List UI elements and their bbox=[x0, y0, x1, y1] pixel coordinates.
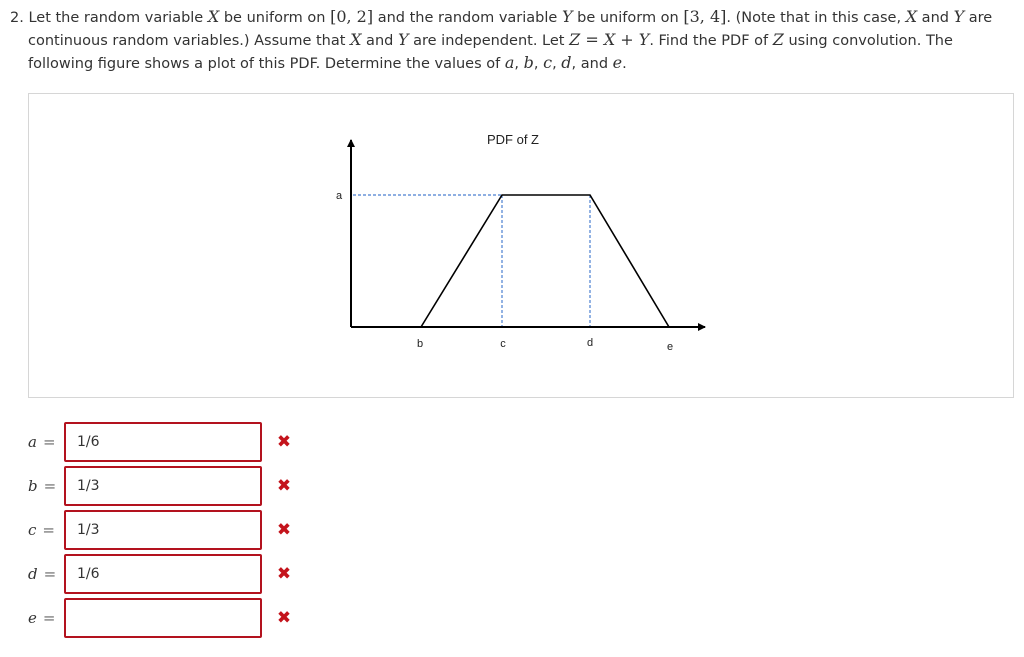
question-text-segment: . bbox=[622, 56, 627, 72]
pdf-curve bbox=[421, 195, 669, 327]
question-text-segment: be uniform on bbox=[219, 10, 331, 26]
question-text-segment: . (Note that in this case, bbox=[726, 10, 906, 26]
question-text-segment: 2. Let the random variable bbox=[10, 10, 208, 26]
answer-row-a bbox=[0, 422, 320, 466]
math-variable: Z bbox=[569, 30, 581, 49]
math-variable: Y bbox=[638, 30, 650, 49]
math-variable: Z bbox=[772, 30, 784, 49]
answer-row-d bbox=[0, 554, 320, 598]
question-text-segment: and the random variable bbox=[373, 10, 562, 26]
question-text-segment: are independent. Let bbox=[408, 33, 570, 49]
question-text-segment: and bbox=[917, 10, 954, 26]
question-text-segment: using convolution. The bbox=[783, 33, 953, 49]
answer-label-b: b = bbox=[28, 477, 57, 495]
math-variable: X bbox=[350, 30, 362, 49]
math-variable: Y bbox=[561, 7, 573, 26]
answer-var-e: e bbox=[28, 609, 37, 627]
math-expression: [3, 4] bbox=[683, 7, 727, 26]
x-label-d: d bbox=[586, 337, 594, 349]
answer-label-c: c = bbox=[28, 521, 55, 539]
question-text-segment: be uniform on bbox=[572, 10, 684, 26]
answer-input-e[interactable] bbox=[64, 598, 262, 638]
math-variable: c bbox=[543, 53, 553, 72]
x-label-b: b bbox=[416, 338, 424, 350]
answer-input-d[interactable] bbox=[64, 554, 262, 594]
question-text-segment: are bbox=[964, 10, 993, 26]
incorrect-icon: ✖ bbox=[276, 476, 292, 496]
question-text-segment: , and bbox=[571, 56, 613, 72]
answer-row-e bbox=[0, 598, 320, 642]
incorrect-icon: ✖ bbox=[276, 520, 292, 540]
incorrect-icon: ✖ bbox=[276, 564, 292, 584]
answer-var-c: c bbox=[28, 521, 37, 539]
y-label-a: a bbox=[335, 190, 343, 202]
math-variable: d bbox=[561, 53, 572, 72]
question-text-segment: , bbox=[552, 56, 562, 72]
answer-input-b[interactable] bbox=[64, 466, 262, 506]
question-text-segment: , bbox=[533, 56, 544, 72]
answer-label-e: e = bbox=[28, 609, 56, 627]
math-variable: X bbox=[603, 30, 616, 49]
plot-title: PDF of Z bbox=[486, 132, 540, 147]
incorrect-icon: ✖ bbox=[276, 608, 292, 628]
question-text-segment: continuous random variables.) Assume that bbox=[28, 33, 351, 49]
question-text bbox=[10, 6, 1010, 75]
answer-var-d: d bbox=[28, 565, 38, 583]
x-label-c: c bbox=[500, 338, 506, 350]
math-variable: Y bbox=[953, 7, 965, 26]
answer-label-d: d = bbox=[28, 565, 57, 583]
question-line-1 bbox=[10, 6, 1010, 29]
pdf-plot bbox=[29, 94, 1015, 399]
math-expression: = bbox=[580, 30, 604, 49]
answer-input-a[interactable] bbox=[64, 422, 262, 462]
question-text-segment: . Find the PDF of bbox=[649, 33, 773, 49]
question-text-segment: following figure shows a plot of this PDF. Determine the values of bbox=[28, 56, 505, 72]
question-line-2 bbox=[10, 29, 1010, 52]
x-label-e: e bbox=[666, 341, 674, 353]
pdf-figure bbox=[28, 93, 1014, 398]
math-expression: + bbox=[615, 30, 639, 49]
answer-label-a: a = bbox=[28, 433, 56, 451]
math-variable: Y bbox=[397, 30, 409, 49]
math-expression: [0, 2] bbox=[330, 7, 374, 26]
answer-row-b bbox=[0, 466, 320, 510]
question-text-segment: , bbox=[514, 56, 524, 72]
math-variable: X bbox=[905, 7, 918, 26]
question-text-segment: and bbox=[361, 33, 398, 49]
answer-row-c bbox=[0, 510, 320, 554]
question-line-3 bbox=[10, 52, 1010, 75]
answer-input-c[interactable] bbox=[64, 510, 262, 550]
answer-var-a: a bbox=[28, 433, 37, 451]
math-variable: X bbox=[207, 7, 220, 26]
incorrect-icon: ✖ bbox=[276, 432, 292, 452]
math-variable: e bbox=[612, 53, 623, 72]
math-variable: b bbox=[523, 53, 534, 72]
math-variable: a bbox=[504, 53, 515, 72]
answer-var-b: b bbox=[28, 477, 38, 495]
